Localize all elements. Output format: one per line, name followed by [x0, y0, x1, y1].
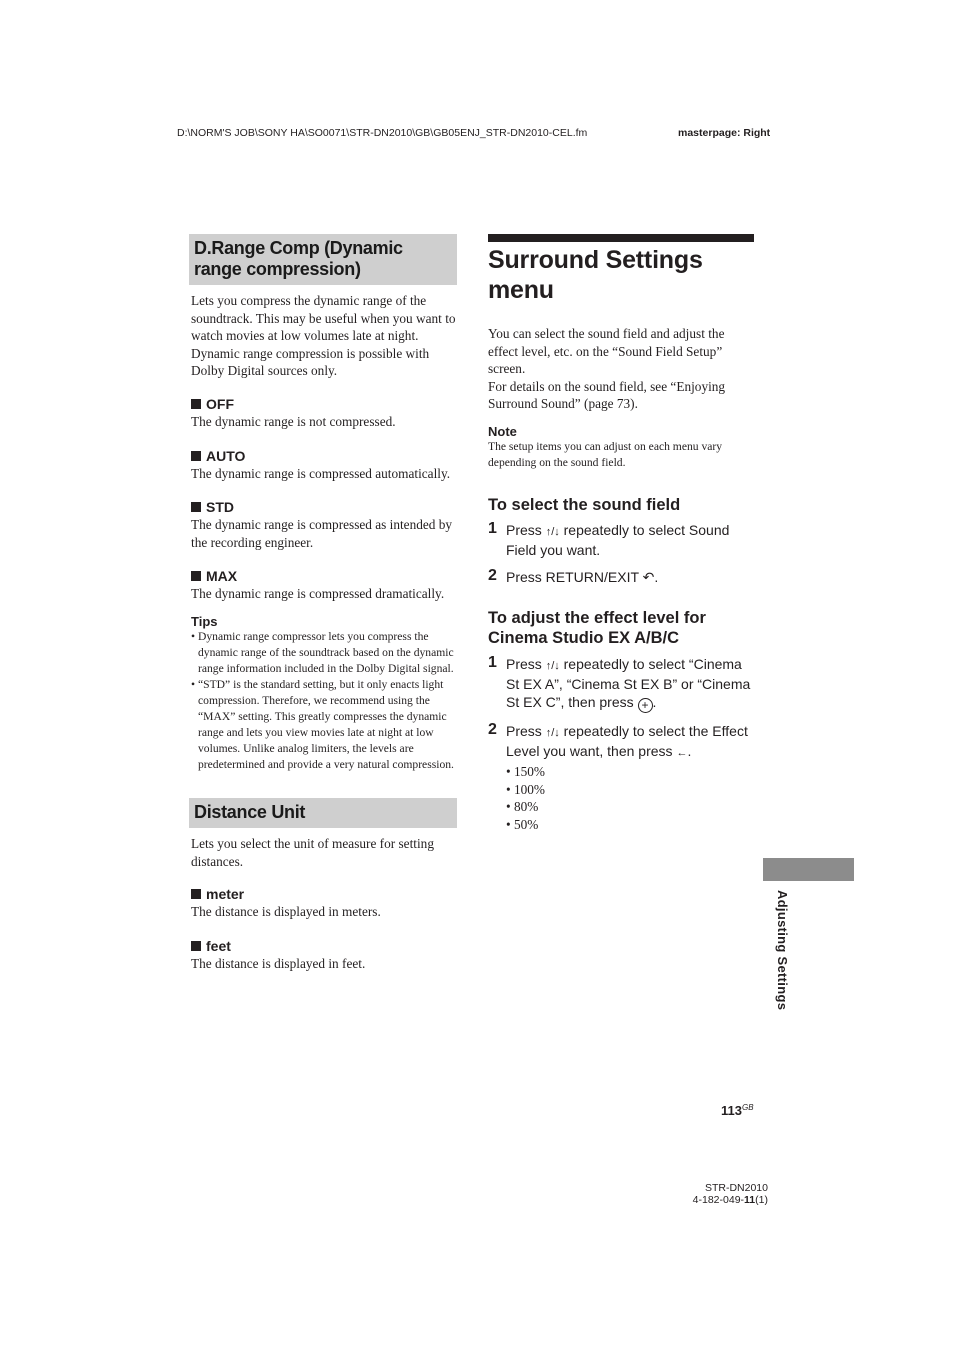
option-desc: The distance is displayed in feet.	[191, 955, 366, 971]
square-bullet-icon	[191, 399, 201, 409]
level-list	[488, 763, 754, 833]
option-label: AUTO	[206, 447, 246, 464]
up-down-arrow-icon: ↑/↓	[545, 726, 560, 739]
option-feet	[191, 938, 457, 973]
note-heading: Note	[488, 423, 517, 439]
step-number: 1	[488, 519, 497, 537]
option-label: meter	[206, 886, 245, 903]
enter-arrow-icon: ←	[676, 746, 688, 759]
page-title: Surround Settings menu	[488, 246, 703, 304]
level-item: • 100%	[506, 781, 546, 797]
tip-item: • Dynamic range compressor lets you compress the dynamic range of the soundtrack based on the dynamic range information included in the Dolby Digital signal.	[191, 629, 457, 677]
model-name: STR-DN2010	[704, 1182, 768, 1194]
drange-heading: D.Range Comp (Dynamic range compression)	[189, 234, 457, 285]
step-number: 1	[488, 653, 497, 671]
title-rule	[488, 234, 754, 242]
option-label: MAX	[206, 568, 238, 585]
adjust-effect-heading: To adjust the effect level for Cinema Studio EX A/B/C	[488, 608, 706, 647]
up-down-arrow-icon: ↑/↓	[545, 659, 560, 672]
option-meter	[191, 886, 457, 921]
option-off	[191, 396, 457, 431]
note-text: The setup items you can adjust on each menu vary depending on the sound field.	[488, 439, 723, 469]
square-bullet-icon	[191, 502, 201, 512]
level-item: • 80%	[506, 799, 539, 815]
option-desc: The dynamic range is compressed as intended by the recording engineer.	[191, 517, 453, 550]
option-desc: The distance is displayed in meters.	[191, 904, 381, 920]
option-desc: The dynamic range is not compressed.	[191, 413, 396, 429]
option-desc: The dynamic range is compressed dramatically.	[191, 586, 445, 602]
model-info	[686, 1182, 768, 1206]
option-label: STD	[206, 499, 234, 516]
step-item: 1 Press ↑/↓ repeatedly to select Sound Field you want.	[488, 519, 730, 558]
header-masterpage: masterpage: Right	[678, 127, 771, 139]
return-icon: ↶	[642, 568, 655, 585]
square-bullet-icon	[191, 451, 201, 461]
page-number: $113^{GB}$	[721, 1103, 754, 1118]
left-column	[191, 234, 457, 972]
model-code: 4-182-049-11(1)	[692, 1194, 768, 1206]
option-std	[191, 499, 457, 551]
step-item: 2 Press RETURN/EXIT ↶.	[488, 566, 659, 585]
drange-intro: Lets you compress the dynamic range of the soundtrack. This may be useful when you want to watch movies at low volumes late at night. Dynamic range compression is possible with Dolby Digital sources only.	[191, 293, 456, 379]
tip-item: • “STD” is the standard setting, but it only enacts light compression. Therefore, we recommend using the “MAX” setting. This greatly compresses the dynamic range and lets you view movies late at night at low volumes. Unlike analog limiters, the levels are predetermined and provide a very natural compression.	[191, 677, 457, 773]
level-item: • 150%	[506, 763, 546, 779]
level-item: • 50%	[506, 816, 539, 832]
option-label: feet	[206, 937, 231, 954]
section-tab	[763, 858, 854, 881]
distance-intro: Lets you select the unit of measure for setting distances.	[191, 835, 434, 869]
up-down-arrow-icon: ↑/↓	[545, 525, 560, 538]
select-sound-field-heading: To select the sound field	[488, 495, 681, 514]
step-item: 1 Press ↑/↓ repeatedly to select “Cinema St EX A”, “Cinema St EX B” or “Cinema St EX C”, then press + .	[488, 653, 751, 712]
intro-paragraph-2: For details on the sound field, see “Enjoying Surround Sound” (page 73).	[488, 378, 726, 412]
enter-plus-icon: +	[638, 698, 653, 713]
right-column	[488, 234, 754, 833]
step-item: 2 Press ↑/↓ repeatedly to select the Effect Level you want, then press ←.	[488, 720, 748, 759]
option-auto	[191, 448, 457, 483]
square-bullet-icon	[191, 941, 201, 951]
step-number: 2	[488, 720, 497, 738]
option-desc: The dynamic range is compressed automatically.	[191, 465, 451, 481]
square-bullet-icon	[191, 889, 201, 899]
intro-paragraph: You can select the sound field and adjust the effect level, etc. on the “Sound Field Setup” screen.	[488, 326, 725, 377]
header-file-path: D:\NORM'S JOB\SONY HA\SO0071\STR-DN2010\GB\GB05ENJ_STR-DN2010-CEL.fm	[177, 127, 588, 139]
tips-heading: Tips	[191, 613, 218, 629]
distance-heading: Distance Unit	[189, 798, 457, 828]
section-tab-label: Adjusting Settings	[775, 890, 790, 1011]
step-number: 2	[488, 566, 497, 584]
option-max	[191, 568, 457, 603]
option-label: OFF	[206, 395, 234, 412]
square-bullet-icon	[191, 571, 201, 581]
